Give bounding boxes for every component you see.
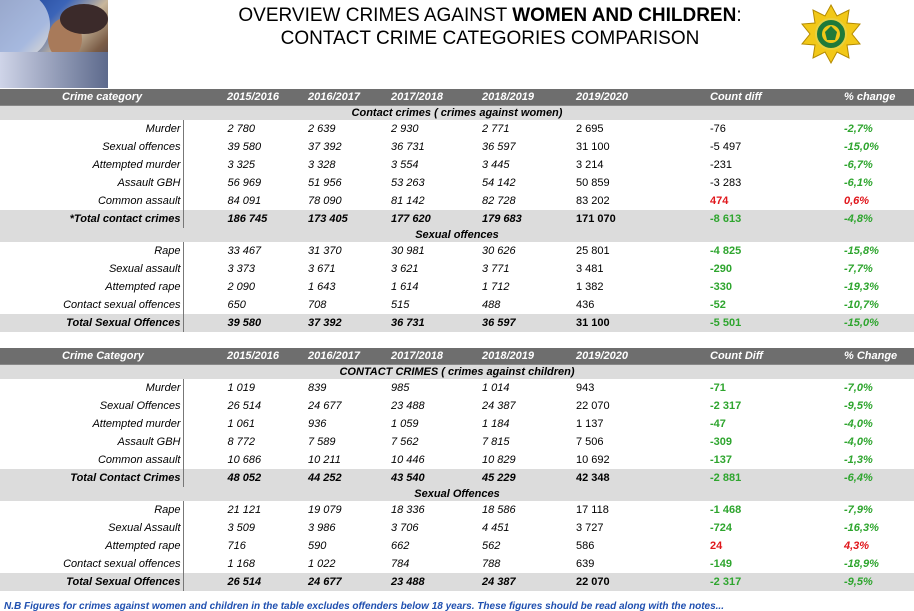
year-value-cell: 31 100 [576,140,610,153]
count-diff-cell: -52 [710,298,726,311]
column-header: 2015/2016 [183,348,300,365]
crime-category-cell: Attempted rape [0,537,183,555]
crime-category-cell: Attempted rape [0,278,183,296]
count-diff-cell: 24 [710,539,723,552]
year-value-cell: 586 [576,539,595,552]
year-value-cell: 515 [391,298,410,311]
percent-change-cell: -7,9% [844,503,873,516]
count-diff-cell: -4 825 [710,244,742,257]
count-diff-cell: -2 881 [658,469,794,487]
year-value-cell: 186 745 [183,210,300,228]
total-row [0,314,914,332]
year-value-cell: 3 986 [308,521,336,534]
crime-category-cell: *Total contact crimes [0,210,183,228]
children-crime-table [0,348,914,591]
column-header: % change [794,89,914,106]
year-value-cell: 662 [391,539,410,552]
year-value-cell: 2 695 [576,122,604,135]
percent-change-cell: 4,3% [844,539,870,552]
year-value-cell: 4 451 [482,521,510,534]
year-value-cell: 3 727 [576,521,604,534]
column-header: 2016/2017 [300,89,383,106]
section-title-row [0,228,914,242]
year-value-cell: 48 052 [183,469,300,487]
year-value-cell: 488 [482,298,501,311]
percent-change-cell: 0,6% [844,194,870,207]
total-row [0,469,914,487]
percent-change-cell: -6,7% [844,158,873,171]
section-title-row [0,106,914,121]
year-value-cell: 18 586 [482,503,516,516]
year-value-cell: 2 771 [482,122,510,135]
percent-change-cell: -9,5% [844,399,873,412]
column-header: 2019/2020 [564,348,658,365]
year-value-cell: 83 202 [576,194,610,207]
column-header: % Change [794,348,914,365]
table-row [0,156,914,174]
year-value-cell: 10 211 [308,453,341,466]
table-row [0,433,914,451]
year-value-cell: 42 348 [564,469,658,487]
crime-category-cell: Rape [0,242,183,260]
percent-change-cell: -15,0% [794,314,914,332]
year-value-cell: 82 728 [482,194,516,207]
year-value-cell: 839 [308,381,327,394]
table-row [0,260,914,278]
year-value-cell: 985 [391,381,410,394]
count-diff-cell: -724 [710,521,733,534]
table-row [0,555,914,573]
count-diff-cell: -5 501 [658,314,794,332]
column-header: Count Diff [658,348,794,365]
section-title: Sexual offences [0,228,914,242]
year-value-cell: 7 506 [576,435,604,448]
year-value-cell: 177 620 [383,210,478,228]
year-value-cell: 31 100 [564,314,658,332]
year-value-cell: 1 061 [227,417,256,430]
crime-category-cell: Sexual Assault [0,519,183,537]
percent-change-cell: -9,5% [794,573,914,591]
table-header-row [0,89,914,106]
year-value-cell: 19 079 [308,503,342,516]
year-value-cell: 53 263 [391,176,425,189]
year-value-cell: 3 445 [482,158,510,171]
year-value-cell: 943 [576,381,595,394]
column-header: Crime Category [0,348,183,365]
year-value-cell: 51 956 [308,176,342,189]
year-value-cell: 30 626 [482,244,516,257]
crime-category-cell: Total Sexual Offences [0,314,183,332]
crime-category-cell: Common assault [0,192,183,210]
year-value-cell: 24 677 [300,573,383,591]
year-value-cell: 37 392 [300,314,383,332]
column-header: Crime category [0,89,183,106]
crime-category-cell: Murder [0,379,183,397]
crime-category-cell: Sexual Offences [0,397,183,415]
count-diff-cell: -1 468 [710,503,742,516]
year-value-cell: 36 597 [478,314,564,332]
column-header: 2017/2018 [383,89,478,106]
count-diff-cell: -5 497 [710,140,742,153]
year-value-cell: 1 019 [227,381,256,394]
year-value-cell: 39 580 [227,140,262,153]
total-row [0,210,914,228]
year-value-cell: 21 121 [227,503,262,516]
year-value-cell: 1 137 [576,417,604,430]
table-row [0,242,914,260]
count-diff-cell: 474 [710,194,729,207]
count-diff-cell: -2 317 [710,399,742,412]
year-value-cell: 10 829 [482,453,516,466]
percent-change-cell: -7,0% [844,381,873,394]
column-header: 2015/2016 [183,89,300,106]
year-value-cell: 936 [308,417,327,430]
year-value-cell: 1 712 [482,280,510,293]
count-diff-cell: -330 [710,280,733,293]
year-value-cell: 24 387 [478,573,564,591]
year-value-cell: 7 562 [391,435,419,448]
count-diff-cell: -76 [710,122,726,135]
crime-category-cell: Assault GBH [0,174,183,192]
table-row [0,415,914,433]
year-value-cell: 590 [308,539,327,552]
year-value-cell: 18 336 [391,503,425,516]
year-value-cell: 1 614 [391,280,419,293]
count-diff-cell: -137 [710,453,733,466]
year-value-cell: 81 142 [391,194,425,207]
crime-category-cell: Attempted murder [0,415,183,433]
year-value-cell: 22 070 [564,573,658,591]
count-diff-cell: -71 [710,381,726,394]
count-diff-cell: -149 [710,557,733,570]
section-title: Contact crimes ( crimes against women) [0,106,914,121]
year-value-cell: 1 168 [227,557,256,570]
column-header: 2019/2020 [564,89,658,106]
year-value-cell: 36 731 [383,314,478,332]
year-value-cell: 78 090 [308,194,342,207]
year-value-cell: 650 [227,298,246,311]
crime-category-cell: Attempted murder [0,156,183,174]
year-value-cell: 50 859 [576,176,610,189]
year-value-cell: 25 801 [576,244,610,257]
year-value-cell: 22 070 [576,399,610,412]
year-value-cell: 708 [308,298,327,311]
table-row [0,379,914,397]
year-value-cell: 10 686 [227,453,262,466]
year-value-cell: 171 070 [564,210,658,228]
count-diff-cell: -2 317 [658,573,794,591]
year-value-cell: 84 091 [227,194,262,207]
column-header: 2016/2017 [300,348,383,365]
year-value-cell: 3 771 [482,262,510,275]
year-value-cell: 2 639 [308,122,336,135]
year-value-cell: 2 090 [227,280,256,293]
crime-category-cell: Contact sexual offences [0,555,183,573]
year-value-cell: 2 930 [391,122,419,135]
footnote: N.B Figures for crimes against women and children in the table excludes offenders below 18 years. These figures should be read along with the notes... [4,601,724,611]
section-title-row [0,365,914,380]
percent-change-cell: -4,8% [794,210,914,228]
year-value-cell: 2 780 [227,122,256,135]
year-value-cell: 3 509 [227,521,256,534]
percent-change-cell: -4,0% [844,417,873,430]
count-diff-cell: -309 [710,435,733,448]
year-value-cell: 3 481 [576,262,604,275]
year-value-cell: 1 184 [482,417,510,430]
percent-change-cell: -19,3% [844,280,879,293]
year-value-cell: 54 142 [482,176,516,189]
total-row [0,573,914,591]
crime-category-cell: Sexual offences [0,138,183,156]
year-value-cell: 36 597 [482,140,516,153]
percent-change-cell: -4,0% [844,435,873,448]
table-row [0,537,914,555]
count-diff-cell: -231 [710,158,733,171]
table-row [0,120,914,138]
year-value-cell: 36 731 [391,140,425,153]
crime-category-cell: Contact sexual offences [0,296,183,314]
year-value-cell: 31 370 [308,244,342,257]
year-value-cell: 30 981 [391,244,425,257]
percent-change-cell: -7,7% [844,262,873,275]
year-value-cell: 45 229 [478,469,564,487]
year-value-cell: 1 014 [482,381,510,394]
year-value-cell: 3 706 [391,521,419,534]
table-row [0,138,914,156]
crime-category-cell: Assault GBH [0,433,183,451]
year-value-cell: 26 514 [227,399,262,412]
percent-change-cell: -6,4% [794,469,914,487]
year-value-cell: 3 328 [308,158,336,171]
year-value-cell: 39 580 [183,314,300,332]
header-photo [0,0,108,88]
year-value-cell: 3 671 [308,262,336,275]
year-value-cell: 8 772 [227,435,256,448]
crime-category-cell: Sexual assault [0,260,183,278]
title-line-2: CONTACT CRIME CATEGORIES COMPARISON [280,28,700,49]
count-diff-cell: -290 [710,262,733,275]
column-header: 2018/2019 [478,348,564,365]
table-row [0,192,914,210]
women-crime-table [0,89,914,332]
count-diff-cell: -8 613 [658,210,794,228]
table-row [0,296,914,314]
year-value-cell: 1 059 [391,417,419,430]
crime-category-cell: Total Sexual Offences [0,573,183,591]
year-value-cell: 56 969 [227,176,262,189]
year-value-cell: 3 621 [391,262,419,275]
year-value-cell: 639 [576,557,595,570]
percent-change-cell: -15,8% [844,244,879,257]
year-value-cell: 1 022 [308,557,336,570]
year-value-cell: 23 488 [383,573,478,591]
year-value-cell: 17 118 [576,503,609,516]
percent-change-cell: -2,7% [844,122,873,135]
year-value-cell: 24 387 [482,399,516,412]
year-value-cell: 562 [482,539,501,552]
section-title: CONTACT CRIMES ( crimes against children) [0,365,914,380]
year-value-cell: 784 [391,557,410,570]
year-value-cell: 3 325 [227,158,256,171]
year-value-cell: 3 214 [576,158,604,171]
percent-change-cell: -1,3% [844,453,873,466]
year-value-cell: 7 815 [482,435,510,448]
crime-category-cell: Common assault [0,451,183,469]
year-value-cell: 1 643 [308,280,336,293]
percent-change-cell: -6,1% [844,176,873,189]
table-row [0,174,914,192]
year-value-cell: 3 373 [227,262,256,275]
year-value-cell: 788 [482,557,501,570]
year-value-cell: 24 677 [308,399,342,412]
crime-category-cell: Rape [0,501,183,519]
count-diff-cell: -47 [710,417,726,430]
year-value-cell: 7 589 [308,435,336,448]
year-value-cell: 44 252 [300,469,383,487]
year-value-cell: 43 540 [383,469,478,487]
percent-change-cell: -10,7% [844,298,879,311]
year-value-cell: 436 [576,298,595,311]
year-value-cell: 37 392 [308,140,342,153]
title-line-1: OVERVIEW CRIMES AGAINST WOMEN AND CHILDREN: [238,5,742,26]
count-diff-cell: -3 283 [710,176,742,189]
percent-change-cell: -15,0% [844,140,879,153]
year-value-cell: 26 514 [183,573,300,591]
section-title-row [0,487,914,501]
table-header-row [0,348,914,365]
percent-change-cell: -18,9% [844,557,879,570]
table-row [0,451,914,469]
column-header: 2017/2018 [383,348,478,365]
year-value-cell: 3 554 [391,158,419,171]
table-row [0,278,914,296]
page-title [180,4,800,50]
year-value-cell: 33 467 [227,244,262,257]
year-value-cell: 716 [227,539,246,552]
crime-category-cell: Total Contact Crimes [0,469,183,487]
column-header: 2018/2019 [478,89,564,106]
year-value-cell: 10 446 [391,453,425,466]
table-row [0,501,914,519]
table-row [0,397,914,415]
year-value-cell: 1 382 [576,280,604,293]
saps-logo-icon [800,4,862,64]
percent-change-cell: -16,3% [844,521,879,534]
section-title: Sexual Offences [0,487,914,501]
table-row [0,519,914,537]
year-value-cell: 10 692 [576,453,610,466]
year-value-cell: 23 488 [391,399,425,412]
column-header: Count diff [658,89,794,106]
year-value-cell: 173 405 [300,210,383,228]
crime-category-cell: Murder [0,120,183,138]
year-value-cell: 179 683 [478,210,564,228]
